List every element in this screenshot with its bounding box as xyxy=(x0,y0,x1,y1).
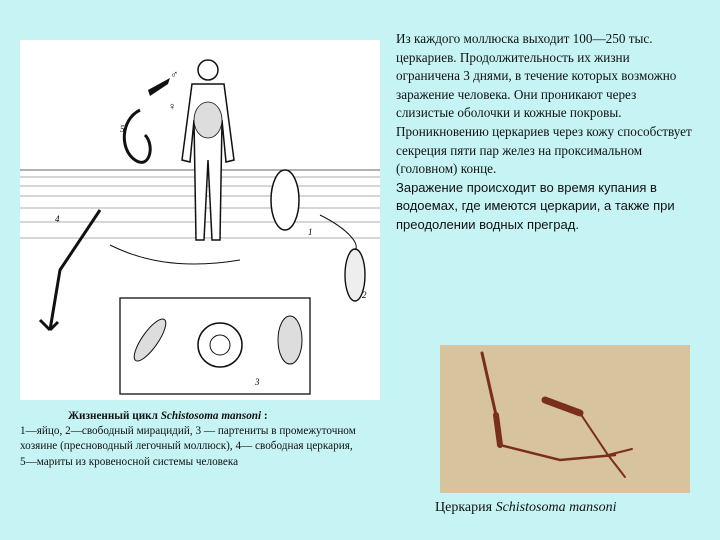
figure-caption xyxy=(20,409,360,470)
caption-item-5: 5—мариты из кровеносной системы человека xyxy=(20,455,239,468)
egg-drawing xyxy=(271,170,299,230)
label-male: ♂ xyxy=(170,69,179,81)
cercaria-body-1 xyxy=(496,415,500,445)
label-2: 2 xyxy=(362,290,367,300)
label-3: 3 xyxy=(255,377,260,387)
label-female: ♀ xyxy=(168,101,177,113)
photo-caption-species: Schistosoma mansoni xyxy=(495,500,617,515)
main-text xyxy=(396,30,696,235)
label-5: 5 xyxy=(120,124,125,134)
caption-title xyxy=(20,409,360,424)
photo-caption xyxy=(435,500,705,516)
label-4: 4 xyxy=(55,214,60,224)
caption-items-1-4: 1—яйцо, 2—свободный мирацидий, 3 — партениты в промежуточном хозяине (пресноводный легочный моллюск), 4— свободная церкария, xyxy=(20,425,356,453)
cercaria-photo xyxy=(440,345,690,493)
caption-title-suffix: : xyxy=(261,410,268,422)
photo-caption-prefix: Церкария xyxy=(435,500,496,515)
redia-drawing xyxy=(278,316,302,364)
main-paragraph-sans: Заражение происходит во время купания в водоемах, где имеются церкарии, а также при преодолении водных преград. xyxy=(396,179,675,232)
lifecycle-diagram xyxy=(20,40,380,400)
snail-drawing xyxy=(198,323,242,367)
label-1: 1 xyxy=(308,227,313,237)
main-paragraph-serif: Из каждого моллюска выходит 100—250 тыс. церкариев. Продолжительность их жизни ограничена 3 днями, в течение которых возможно заражение человека. Они проникают через слизистые оболочки и кожные покровы. Проникновению церкариев через кожу способствует секреция пяти пар желез на проксимальном (головном) конце. xyxy=(396,31,692,177)
caption-title-species: Schistosoma mansoni xyxy=(160,410,262,422)
caption-title-prefix: Жизненный цикл xyxy=(68,410,161,422)
